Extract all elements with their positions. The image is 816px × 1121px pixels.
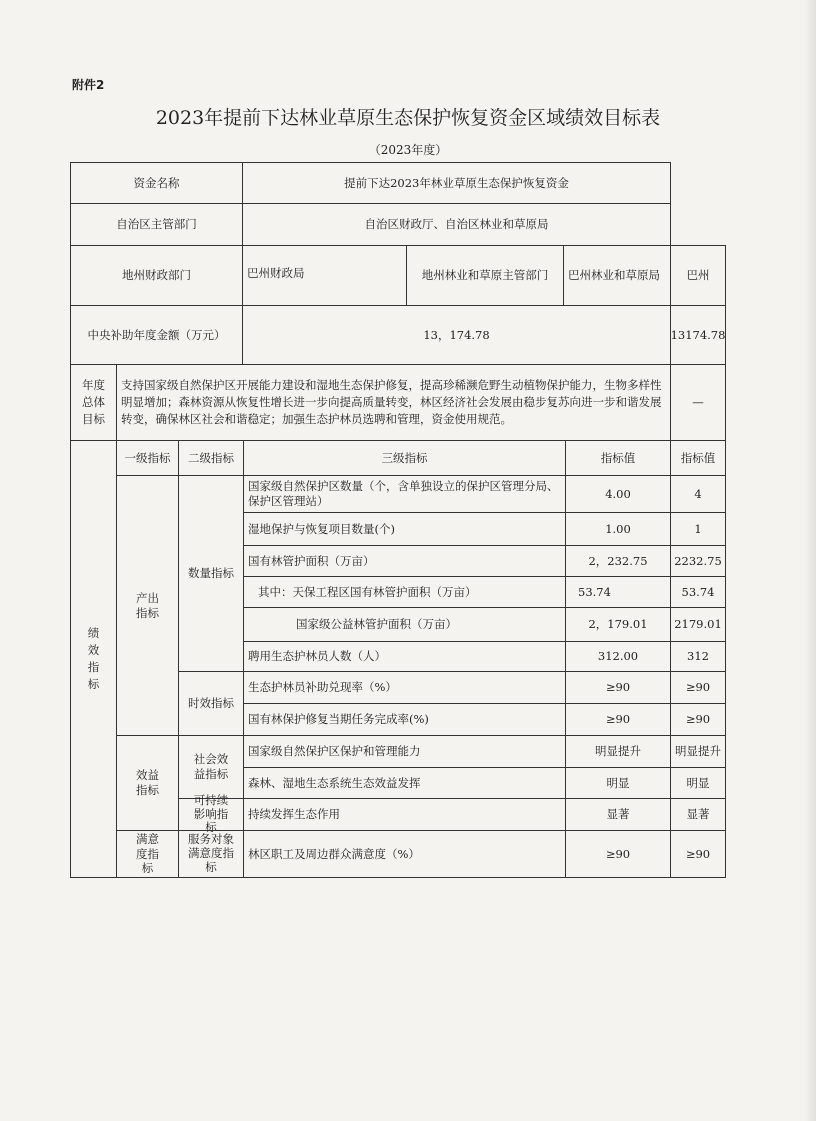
goal-label-text: 年度总体目标 [82,377,105,427]
subsidy-label: 中央补助年度金额（万元） [70,305,243,365]
indicator-value2: 2179.01 [670,607,726,642]
indicator-value: 312.00 [565,641,671,672]
indicator-name: 国家级自然保护区数量（个，含单独设立的保护区管理分局、保护区管理站） [243,475,566,513]
indicator-value: 1.00 [565,512,671,546]
goal-right: — [670,364,726,441]
subsidy-amount: 13，174.78 [242,305,671,365]
col-l2: 二级指标 [178,440,244,476]
col-l3: 三级指标 [243,440,566,476]
indicator-value2: 4 [670,475,726,513]
page-title: 2023年提前下达林业草原生态保护恢复资金区域绩效目标表 [155,107,661,129]
output-label [116,475,179,736]
indicator-name: 森林、湿地生态系统生态效益发挥 [243,767,566,799]
indicator-name: 其中：天保工程区国有林管护面积（万亩） [243,576,566,608]
indicator-value: ≥90 [565,671,671,704]
indicator-value: 2，179.01 [565,607,671,642]
indicator-value2: ≥90 [670,830,726,878]
indicator-value2: 312 [670,641,726,672]
indicator-value: 2，232.75 [565,545,671,577]
goal-text: 支持国家级自然保护区开展能力建设和湿地生态保护修复，提高珍稀濒危野生动植物保护能力，生物多样性明显增加；森林资源从恢复性增长进一步向提高质量转变，林区经济社会发展由稳步复苏向进一步和谐发展转变，确保林区社会和谐稳定；加强生态护林员选聘和管理，资金使用规范。 [116,364,671,441]
subsidy-amount-right: 13174.78 [670,305,726,365]
social-label-text: 社会效益指标 [193,752,229,781]
pref-forestry-label: 地州林业和草原主管部门 [406,245,564,306]
indicator-value: 53.74 [565,576,671,608]
col-val: 指标值 [565,440,671,476]
indicator-name: 聘用生态护林员人数（人） [243,641,566,672]
indicator-value2: ≥90 [670,671,726,704]
pref-finance: 巴州财政局 [242,245,407,306]
area: 巴州 [670,245,726,306]
indicator-value2: 明显提升 [670,735,726,768]
indicator-value2: 明显 [670,767,726,799]
social-label [178,735,244,799]
col-l1: 一级指标 [116,440,179,476]
page-edge-shadow [804,0,816,1121]
indicator-name: 国家级自然保护区保护和管理能力 [243,735,566,768]
indicator-value: 4.00 [565,475,671,513]
perf-label-text: 绩效指标 [87,625,100,692]
year-label: （2023年度） [368,143,448,157]
indicator-value: 显著 [565,798,671,831]
indicator-name: 生态护林员补助兑现率（%） [243,671,566,704]
timeliness-label: 时效指标 [178,671,244,736]
service-label-text: 服务对象满意度指标 [188,832,234,874]
indicator-value2: 显著 [670,798,726,831]
perf-label [70,440,117,878]
satisfaction-label [116,830,179,878]
indicator-value2: 1 [670,512,726,546]
sustain-label-text: 可持续影响指标 [193,792,229,835]
satisfaction-label-text: 满意度指标 [136,831,159,876]
indicator-name: 国有林管护面积（万亩） [243,545,566,577]
indicator-value: 明显 [565,767,671,799]
indicator-name: 湿地保护与恢复项目数量(个) [243,512,566,546]
sustain-label [178,792,244,835]
pref-finance-label: 地州财政部门 [70,245,243,306]
output-label-text: 产出指标 [136,590,159,620]
indicator-name: 国家级公益林管护面积（万亩） [243,607,566,642]
fund-name: 提前下达2023年林业草原生态保护恢复资金 [242,162,671,204]
benefit-label-text: 效益指标 [136,768,159,797]
region-dept-label: 自治区主管部门 [70,203,243,246]
pref-forestry: 巴州林业和草原局 [563,245,671,306]
indicator-value2: ≥90 [670,703,726,736]
indicator-name: 持续发挥生态作用 [243,798,566,831]
region-dept: 自治区财政厅、自治区林业和草原局 [242,203,671,246]
indicator-value: 明显提升 [565,735,671,768]
indicator-value2: 2232.75 [670,545,726,577]
service-label [178,830,244,878]
benefit-label [116,735,179,831]
indicator-value2: 53.74 [670,576,726,608]
fund-name-label: 资金名称 [70,162,243,204]
indicator-value: ≥90 [565,703,671,736]
indicator-name: 林区职工及周边群众满意度（%） [243,830,566,878]
goal-label [70,364,117,441]
col-val2: 指标值 [670,440,726,476]
quantity-label: 数量指标 [178,475,244,672]
indicator-value: ≥90 [565,830,671,878]
indicator-name: 国有林保护修复当期任务完成率(%) [243,703,566,736]
attachment-label: 附件2 [72,78,105,92]
